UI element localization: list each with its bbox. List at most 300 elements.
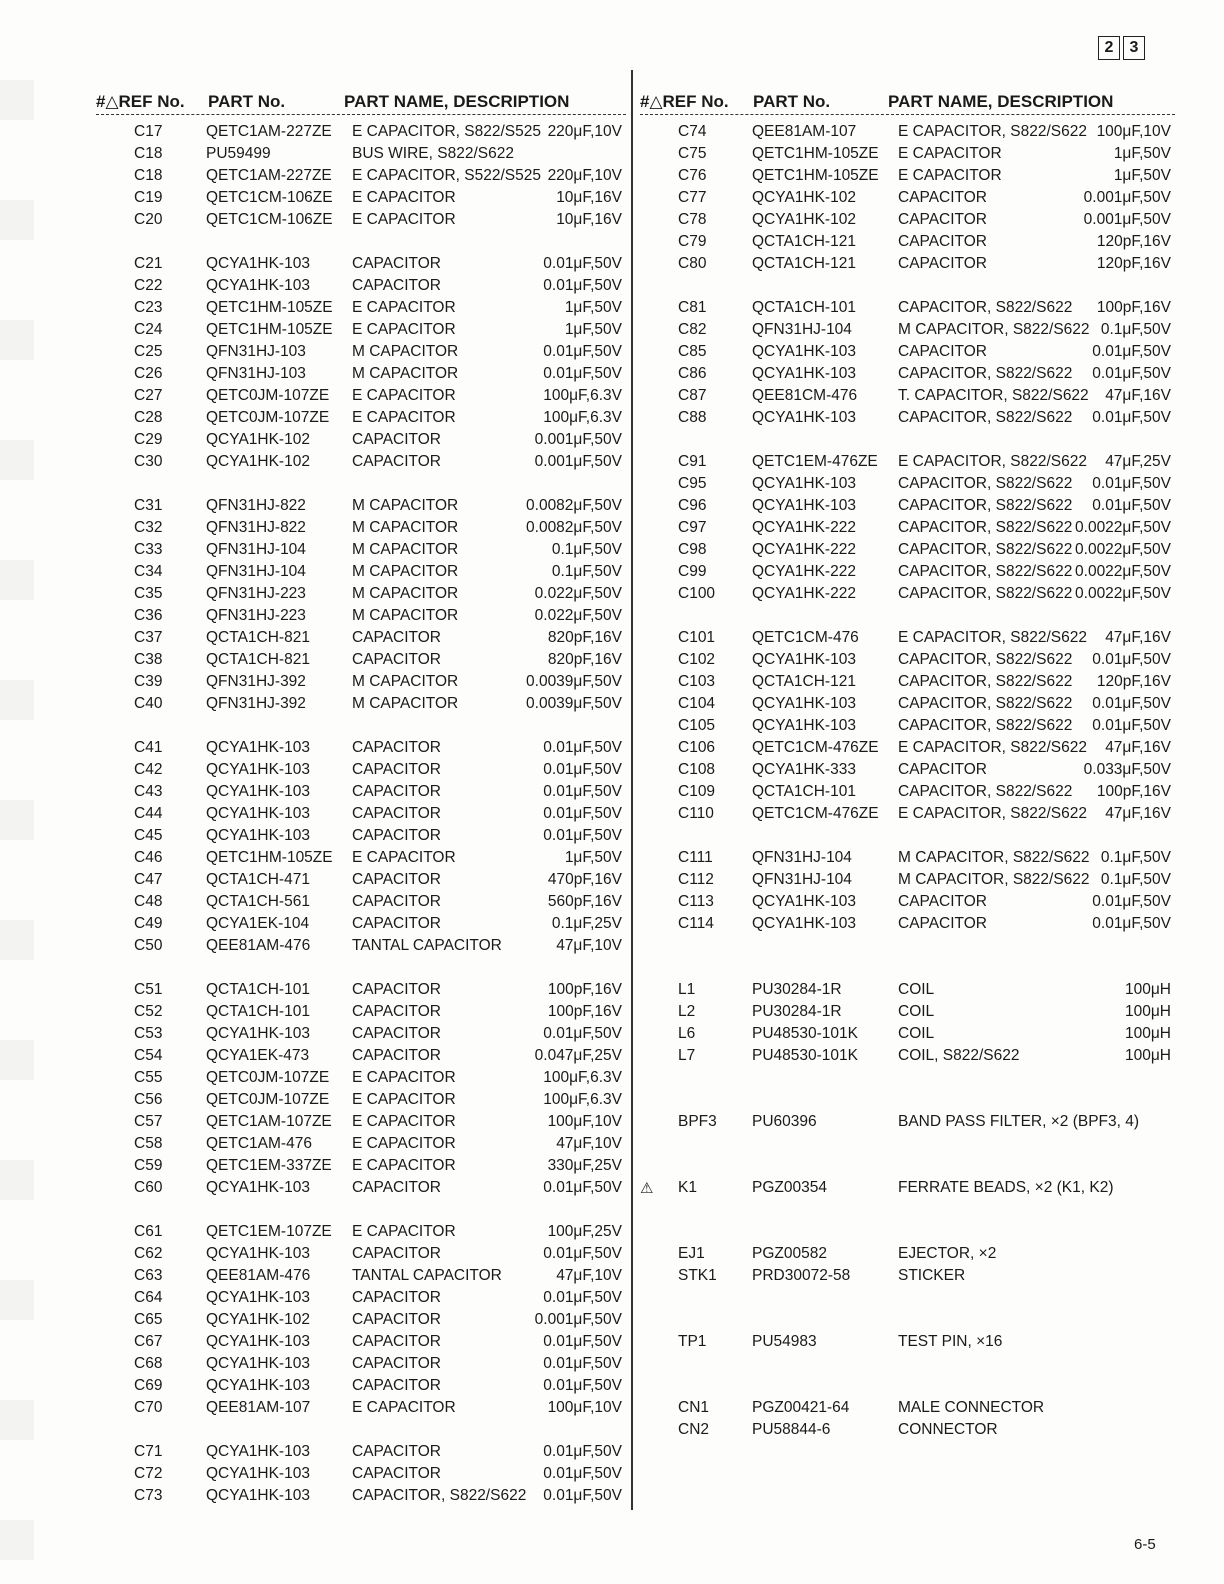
ref-cell: C80	[678, 255, 707, 272]
value-cell: 0.01μF,50V	[1092, 475, 1171, 492]
value-cell: 560pF,16V	[547, 893, 622, 910]
part-number-cell: QCYA1HK-103	[206, 1487, 310, 1504]
description-cell: M CAPACITOR	[352, 695, 459, 712]
part-number-cell: QCTA1CH-561	[206, 893, 310, 910]
value-cell: 0.01μF,50V	[543, 1289, 622, 1306]
ref-cell: C78	[678, 211, 707, 228]
row-spacer	[640, 1089, 1175, 1111]
description-cell: FERRATE BEADS, ×2 (K1, K2)	[898, 1179, 1114, 1196]
value-cell: 100μF,6.3V	[543, 1091, 622, 1108]
value-cell: 100μF,10V	[547, 1113, 622, 1130]
table-row	[640, 847, 1175, 869]
ref-cell: C55	[134, 1069, 163, 1086]
ref-cell: C112	[678, 871, 714, 888]
row-spacer	[640, 935, 1175, 957]
ref-cell: C31	[134, 497, 163, 514]
description-cell: CAPACITOR, S822/S622	[898, 695, 1073, 712]
parts-list-left	[96, 88, 626, 1507]
table-row	[640, 979, 1175, 1001]
part-number-cell: QFN31HJ-392	[206, 673, 306, 690]
description-cell: T. CAPACITOR, S822/S622	[898, 387, 1089, 404]
table-row	[96, 297, 626, 319]
part-number-cell: QCYA1HK-222	[752, 541, 856, 558]
ref-cell: C98	[678, 541, 707, 558]
value-cell: 0.01μF,50V	[543, 827, 622, 844]
value-cell: 0.01μF,50V	[1092, 365, 1171, 382]
description-cell: CAPACITOR, S822/S622	[898, 497, 1073, 514]
table-row	[640, 319, 1175, 341]
description-cell: M CAPACITOR	[352, 497, 459, 514]
description-cell: TEST PIN, ×16	[898, 1333, 1003, 1350]
value-cell: 0.0039μF,50V	[526, 695, 622, 712]
value-cell: 0.001μF,50V	[1083, 211, 1171, 228]
part-number-cell: PRD30072-58	[752, 1267, 851, 1284]
value-cell: 0.1μF,50V	[551, 563, 622, 580]
table-row	[640, 165, 1175, 187]
description-cell: M CAPACITOR	[352, 607, 459, 624]
description-cell: E CAPACITOR, S822/S622	[898, 739, 1087, 756]
table-row	[640, 869, 1175, 891]
ref-cell: C102	[678, 651, 716, 668]
description-cell: E CAPACITOR	[352, 1157, 456, 1174]
value-cell: 0.001μF,50V	[1083, 189, 1171, 206]
table-row	[96, 1243, 626, 1265]
part-number-cell: QCYA1HK-102	[752, 189, 856, 206]
value-cell: 0.01μF,50V	[1092, 695, 1171, 712]
description-cell: CAPACITOR	[898, 189, 987, 206]
table-row	[96, 913, 626, 935]
part-number-cell: PU58844-6	[752, 1421, 831, 1438]
table-row	[640, 891, 1175, 913]
part-number-cell: QFN31HJ-103	[206, 365, 306, 382]
description-cell: CAPACITOR	[352, 981, 441, 998]
description-cell: TANTAL CAPACITOR	[352, 937, 502, 954]
ref-cell: C91	[678, 453, 707, 470]
value-cell: 0.01μF,50V	[543, 1179, 622, 1196]
ref-cell: C36	[134, 607, 163, 624]
value-cell: 0.022μF,50V	[534, 607, 622, 624]
value-cell: 0.01μF,50V	[543, 1465, 622, 1482]
ref-cell: L7	[678, 1047, 696, 1064]
ref-cell: C58	[134, 1135, 163, 1152]
part-number-cell: QCYA1HK-333	[752, 761, 856, 778]
table-row	[640, 121, 1175, 143]
warning-mark: ⚠	[640, 1180, 654, 1197]
ref-cell: C24	[134, 321, 163, 338]
value-cell: 100pF,16V	[547, 1003, 622, 1020]
part-number-cell: QCYA1HK-103	[752, 717, 856, 734]
row-spacer	[640, 1375, 1175, 1397]
part-number-cell: QETC1HM-105ZE	[206, 849, 333, 866]
description-cell: CAPACITOR, S822/S622	[898, 475, 1073, 492]
part-number-cell: QFN31HJ-223	[206, 585, 306, 602]
part-number-cell: PU54983	[752, 1333, 817, 1350]
part-number-cell: QETC1HM-105ZE	[752, 145, 879, 162]
value-cell: 330μF,25V	[547, 1157, 622, 1174]
description-cell: E CAPACITOR	[352, 1069, 456, 1086]
value-cell: 0.01μF,50V	[543, 1443, 622, 1460]
description-cell: M CAPACITOR	[352, 519, 459, 536]
ref-cell: C69	[134, 1377, 163, 1394]
description-cell: E CAPACITOR	[352, 849, 456, 866]
row-spacer	[96, 715, 626, 737]
value-cell: 0.1μF,50V	[1100, 849, 1171, 866]
value-cell: 0.033μF,50V	[1083, 761, 1171, 778]
table-row	[96, 583, 626, 605]
row-spacer	[640, 605, 1175, 627]
parts-list-right	[640, 88, 1175, 1441]
description-cell: CAPACITOR	[352, 453, 441, 470]
ref-cell: C17	[134, 123, 163, 140]
value-cell: 120pF,16V	[1096, 233, 1171, 250]
ref-cell: C61	[134, 1223, 163, 1240]
table-row	[96, 1353, 626, 1375]
ref-cell: C45	[134, 827, 163, 844]
name-header: PART NAME, DESCRIPTION	[888, 92, 1114, 111]
value-cell: 0.0082μF,50V	[526, 497, 622, 514]
part-number-cell: QFN31HJ-104	[206, 541, 306, 558]
part-number-cell: QETC1EM-107ZE	[206, 1223, 332, 1240]
part-number-cell: QCYA1HK-103	[752, 409, 856, 426]
description-cell: CAPACITOR	[352, 739, 441, 756]
part-number-cell: QETC1CM-476ZE	[752, 805, 879, 822]
description-cell: CAPACITOR	[352, 1311, 441, 1328]
table-row	[640, 649, 1175, 671]
description-cell: E CAPACITOR	[898, 145, 1002, 162]
ref-cell: C37	[134, 629, 163, 646]
table-row	[640, 1243, 1175, 1265]
ref-cell: C30	[134, 453, 163, 470]
ref-cell: C39	[134, 673, 163, 690]
value-cell: 100μF,6.3V	[543, 387, 622, 404]
table-row	[96, 605, 626, 627]
table-row	[96, 319, 626, 341]
description-cell: CAPACITOR	[352, 871, 441, 888]
part-number-cell: PGZ00421-64	[752, 1399, 850, 1416]
value-cell: 100pF,16V	[547, 981, 622, 998]
description-cell: CAPACITOR, S822/S622	[898, 541, 1073, 558]
value-cell: 0.022μF,50V	[534, 585, 622, 602]
ref-cell: L2	[678, 1003, 696, 1020]
ref-cell: C114	[678, 915, 714, 932]
part-number-cell: QEE81AM-476	[206, 937, 311, 954]
table-row	[640, 583, 1175, 605]
value-cell: 100μF,10V	[1096, 123, 1171, 140]
table-row	[96, 451, 626, 473]
part-number-cell: QFN31HJ-392	[206, 695, 306, 712]
ref-cell: C52	[134, 1003, 163, 1020]
table-row	[96, 1045, 626, 1067]
value-cell: 100μH	[1125, 981, 1171, 998]
value-cell: 0.01μF,50V	[543, 1377, 622, 1394]
ref-cell: C60	[134, 1179, 163, 1196]
table-row	[96, 1397, 626, 1419]
table-row	[96, 1331, 626, 1353]
part-number-cell: QCTA1CH-471	[206, 871, 310, 888]
description-cell: M CAPACITOR	[352, 673, 459, 690]
part-number-cell: PU60396	[752, 1113, 817, 1130]
table-row	[96, 693, 626, 715]
table-row	[96, 495, 626, 517]
description-cell: COIL	[898, 981, 935, 998]
description-cell: CAPACITOR	[352, 761, 441, 778]
ref-cell: C27	[134, 387, 163, 404]
value-cell: 47μF,16V	[1105, 387, 1171, 404]
part-number-cell: QCYA1HK-103	[206, 805, 310, 822]
ref-cell: C21	[134, 255, 163, 272]
row-spacer	[640, 1287, 1175, 1309]
part-number-cell: PU48530-101K	[752, 1047, 858, 1064]
table-row	[640, 363, 1175, 385]
ref-cell: C40	[134, 695, 163, 712]
description-cell: CAPACITOR, S822/S622	[898, 299, 1073, 316]
ref-cell: L1	[678, 981, 696, 998]
part-number-cell: PU59499	[206, 145, 271, 162]
row-spacer	[96, 1199, 626, 1221]
part-number-cell: QEE81CM-476	[752, 387, 858, 404]
table-row	[640, 693, 1175, 715]
description-cell: CONNECTOR	[898, 1421, 998, 1438]
part-number-cell: PU30284-1R	[752, 981, 842, 998]
value-cell: 0.0022μF,50V	[1075, 519, 1171, 536]
ref-cell: C43	[134, 783, 163, 800]
description-cell: CAPACITOR	[352, 1289, 441, 1306]
description-cell: CAPACITOR	[352, 915, 441, 932]
value-cell: 0.01μF,50V	[1092, 717, 1171, 734]
part-number-cell: QETC1CM-476	[752, 629, 859, 646]
table-row	[640, 671, 1175, 693]
value-cell: 100μF,10V	[547, 1399, 622, 1416]
table-row	[96, 539, 626, 561]
description-cell: CAPACITOR	[352, 1003, 441, 1020]
part-number-cell: QCYA1HK-103	[206, 1465, 310, 1482]
ref-cell: C33	[134, 541, 163, 558]
description-cell: STICKER	[898, 1267, 966, 1284]
table-row	[96, 1089, 626, 1111]
row-spacer	[96, 957, 626, 979]
part-number-cell: QCYA1HK-103	[752, 915, 856, 932]
description-cell: E CAPACITOR, S822/S622	[898, 123, 1087, 140]
description-cell: TANTAL CAPACITOR	[352, 1267, 502, 1284]
part-number-cell: QCYA1HK-103	[206, 277, 310, 294]
ref-cell: C100	[678, 585, 716, 602]
ref-cell: C59	[134, 1157, 163, 1174]
part-number-cell: QFN31HJ-103	[206, 343, 306, 360]
part-number-cell: QCYA1HK-103	[206, 783, 310, 800]
value-cell: 1μF,50V	[564, 849, 622, 866]
ref-cell: STK1	[678, 1267, 717, 1284]
page-box	[1098, 36, 1145, 60]
value-cell: 100μF,6.3V	[543, 409, 622, 426]
value-cell: 0.01μF,50V	[543, 1355, 622, 1372]
ref-cell: C101	[678, 629, 716, 646]
part-number-cell: QCYA1HK-103	[206, 761, 310, 778]
ref-cell: C104	[678, 695, 716, 712]
ref-cell: C82	[678, 321, 707, 338]
ref-cell: C113	[678, 893, 714, 910]
ref-cell: BPF3	[678, 1113, 717, 1130]
part-number-cell: QCYA1EK-473	[206, 1047, 310, 1064]
ref-cell: C109	[678, 783, 716, 800]
description-cell: CAPACITOR, S822/S622	[898, 673, 1073, 690]
table-row	[640, 1001, 1175, 1023]
ref-cell: C54	[134, 1047, 163, 1064]
table-row	[640, 253, 1175, 275]
part-number-cell: QETC1HM-105ZE	[206, 299, 333, 316]
value-cell: 1μF,50V	[1113, 167, 1171, 184]
table-row	[96, 1133, 626, 1155]
part-number-cell: QFN31HJ-104	[206, 563, 306, 580]
page-box-digit: 3	[1123, 36, 1145, 60]
row-spacer	[640, 957, 1175, 979]
value-cell: 1μF,50V	[564, 321, 622, 338]
part-number-cell: PGZ00582	[752, 1245, 827, 1262]
row-spacer	[640, 275, 1175, 297]
description-cell: E CAPACITOR, S522/S525	[352, 167, 541, 184]
table-row	[640, 737, 1175, 759]
ref-cell: C110	[678, 805, 714, 822]
ref-cell: C79	[678, 233, 707, 250]
value-cell: 0.0039μF,50V	[526, 673, 622, 690]
table-row	[640, 781, 1175, 803]
description-cell: E CAPACITOR	[352, 1091, 456, 1108]
table-row	[640, 1045, 1175, 1067]
description-cell: CAPACITOR, S822/S622	[898, 783, 1073, 800]
table-row	[96, 561, 626, 583]
part-number-cell: QFN31HJ-104	[752, 871, 852, 888]
ref-cell: CN2	[678, 1421, 710, 1438]
ref-cell: C35	[134, 585, 163, 602]
table-row	[640, 495, 1175, 517]
description-cell: E CAPACITOR	[352, 1135, 456, 1152]
value-cell: 0.1μF,50V	[551, 541, 622, 558]
table-row	[640, 913, 1175, 935]
description-cell: E CAPACITOR, S822/S622	[898, 629, 1087, 646]
part-number-cell: QCYA1HK-222	[752, 519, 856, 536]
table-row	[640, 187, 1175, 209]
value-cell: 10μF,16V	[556, 189, 622, 206]
part-number-cell: QCYA1HK-103	[206, 827, 310, 844]
table-row	[96, 979, 626, 1001]
ref-cell: CN1	[678, 1399, 710, 1416]
table-row	[96, 121, 626, 143]
row-spacer	[640, 1133, 1175, 1155]
table-row	[96, 1287, 626, 1309]
part-number-cell: QETC0JM-107ZE	[206, 409, 330, 426]
value-cell: 100μH	[1125, 1025, 1171, 1042]
description-cell: MALE CONNECTOR	[898, 1399, 1045, 1416]
ref-cell: C38	[134, 651, 163, 668]
ref-cell: C99	[678, 563, 707, 580]
part-number-cell: QCYA1HK-103	[206, 1179, 310, 1196]
description-cell: CAPACITOR, S822/S622	[898, 717, 1073, 734]
description-cell: CAPACITOR, S822/S622	[898, 563, 1073, 580]
value-cell: 0.0022μF,50V	[1075, 585, 1171, 602]
value-cell: 47μF,25V	[1105, 453, 1171, 470]
value-cell: 47μF,10V	[556, 1267, 622, 1284]
description-cell: E CAPACITOR	[352, 321, 456, 338]
table-row	[96, 143, 626, 165]
table-row	[96, 209, 626, 231]
row-spacer	[640, 1309, 1175, 1331]
part-number-cell: QCYA1HK-103	[206, 1355, 310, 1372]
row-spacer	[640, 1353, 1175, 1375]
ref-cell: C19	[134, 189, 163, 206]
description-cell: BAND PASS FILTER, ×2 (BPF3, 4)	[898, 1113, 1140, 1130]
part-number-cell: QETC1AM-476	[206, 1135, 312, 1152]
description-cell: E CAPACITOR, S822/S525	[352, 123, 541, 140]
table-row	[96, 429, 626, 451]
table-row	[96, 1001, 626, 1023]
part-number-cell: QCYA1HK-103	[752, 695, 856, 712]
ref-cell: C26	[134, 365, 163, 382]
value-cell: 0.001μF,50V	[534, 431, 622, 448]
part-number-cell: QCYA1HK-103	[752, 343, 856, 360]
table-row	[96, 1177, 626, 1199]
row-spacer	[640, 825, 1175, 847]
value-cell: 820pF,16V	[547, 629, 622, 646]
value-cell: 10μF,16V	[556, 211, 622, 228]
description-cell: M CAPACITOR	[352, 585, 459, 602]
row-spacer	[96, 1419, 626, 1441]
value-cell: 47μF,16V	[1105, 629, 1171, 646]
table-row	[96, 1221, 626, 1243]
description-cell: CAPACITOR, S822/S622	[898, 651, 1073, 668]
value-cell: 0.01μF,50V	[543, 255, 622, 272]
table-row	[640, 715, 1175, 737]
ref-cell: C53	[134, 1025, 163, 1042]
description-cell: CAPACITOR	[352, 255, 441, 272]
description-cell: CAPACITOR	[898, 915, 987, 932]
row-spacer	[640, 1155, 1175, 1177]
table-row	[96, 1309, 626, 1331]
value-cell: 0.001μF,50V	[534, 453, 622, 470]
description-cell: E CAPACITOR	[352, 387, 456, 404]
table-row	[640, 473, 1175, 495]
description-cell: CAPACITOR	[352, 783, 441, 800]
ref-cell: C56	[134, 1091, 163, 1108]
ref-cell: C88	[678, 409, 707, 426]
part-number-cell: QCYA1HK-103	[206, 1333, 310, 1350]
table-row	[96, 847, 626, 869]
value-cell: 820pF,16V	[547, 651, 622, 668]
value-cell: 100pF,16V	[1096, 299, 1171, 316]
description-cell: E CAPACITOR, S822/S622	[898, 453, 1087, 470]
description-cell: BUS WIRE, S822/S622	[352, 145, 514, 162]
ref-cell: C51	[134, 981, 163, 998]
table-row	[96, 407, 626, 429]
value-cell: 0.01μF,50V	[543, 1025, 622, 1042]
value-cell: 1μF,50V	[564, 299, 622, 316]
table-row	[96, 1375, 626, 1397]
table-body	[96, 121, 626, 1507]
ref-cell: C50	[134, 937, 163, 954]
value-cell: 0.01μF,50V	[543, 739, 622, 756]
part-number-cell: QETC1CM-106ZE	[206, 211, 333, 228]
description-cell: CAPACITOR	[898, 211, 987, 228]
part-number-cell: PGZ00354	[752, 1179, 827, 1196]
ref-header: #△REF No.	[640, 92, 729, 111]
part-number-cell: QCTA1CH-121	[752, 233, 856, 250]
value-cell: 0.1μF,50V	[1100, 871, 1171, 888]
ref-cell: C42	[134, 761, 163, 778]
part-number-cell: QFN31HJ-822	[206, 519, 306, 536]
table-row	[96, 781, 626, 803]
description-cell: CAPACITOR	[898, 893, 987, 910]
ref-cell: C22	[134, 277, 163, 294]
part-number-cell: QCYA1HK-103	[206, 1245, 310, 1262]
part-number-cell: QCTA1CH-821	[206, 651, 310, 668]
